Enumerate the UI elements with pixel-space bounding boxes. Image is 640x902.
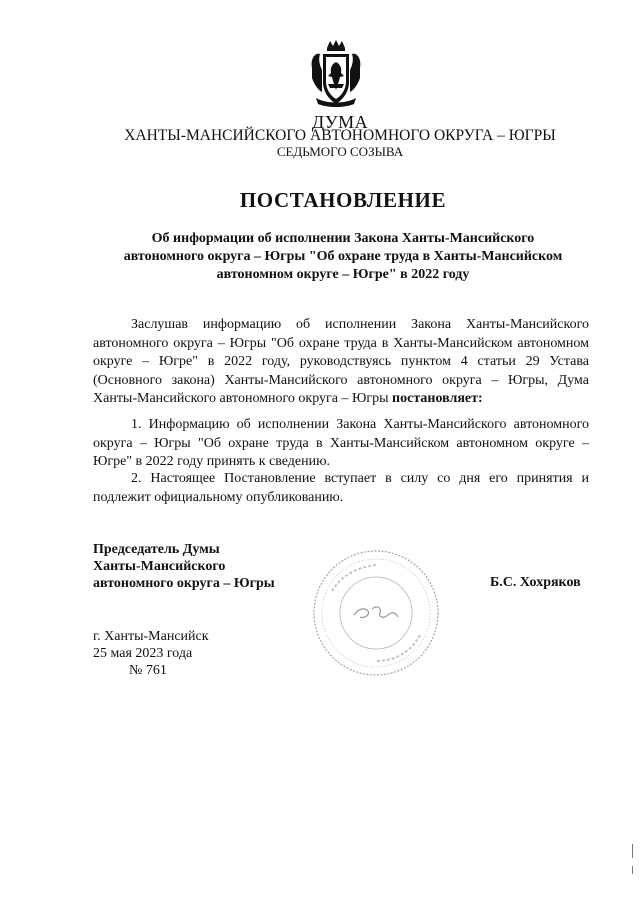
preamble-text: Заслушав информацию об исполнении Закона Ханты-Мансийского автономного округа – Югры "Об охране труда в Ханты-Мансийском автономном округе – Югре" в 2022 году, руководствуясь пунктом 4 статьи 29 Устава (Основного закона) Ханты-Мансийского автономного округа – Югры, Дума Ханты-Мансийского автономного округа – Югры	[93, 317, 589, 407]
preamble-paragraph	[93, 316, 589, 409]
document-type-heading: ПОСТАНОВЛЕНИЕ	[239, 188, 447, 212]
item-2-paragraph: 2. Настоящее Постановление вступает в силу со дня его принятия и подлежит официальному опубликованию.	[93, 471, 589, 505]
item-1-paragraph: 1. Информацию об исполнении Закона Ханты-Мансийского автономного округа – Югры "Об охране труда в Ханты-Мансийском автономном округе – Югре" в 2022 году принять к сведению.	[93, 417, 589, 470]
official-seal-stamp	[306, 543, 446, 683]
region-title: ХАНТЫ-МАНСИЙСКОГО АВТОНОМНОГО ОКРУГА – ЮГРЫ	[124, 127, 556, 144]
decree-word: постановляет:	[392, 391, 483, 407]
place-date-block	[93, 628, 209, 679]
city: г. Ханты-Мансийск	[93, 629, 209, 644]
date: 25 мая 2023 года	[93, 646, 193, 661]
convocation-title: СЕДЬМОГО СОЗЫВА	[276, 144, 404, 159]
scan-edge-mark	[632, 866, 633, 874]
signatory-title-line-3: автономного округа – Югры	[93, 576, 275, 591]
coat-of-arms-icon	[308, 38, 364, 110]
document-number: № 761	[129, 663, 167, 678]
scan-edge-mark	[632, 844, 633, 858]
signatory-title	[93, 541, 275, 592]
document-subject: Об информации об исполнении Закона Ханты-Мансийского автономного округа – Югры "Об охране труда в Ханты-Мансийском автономном округе – Югре" в 2022 году	[123, 231, 563, 282]
duma-title: ДУМА	[311, 112, 369, 132]
signatory-name: Б.С. Хохряков	[490, 575, 581, 590]
signatory-title-line-1: Председатель Думы	[93, 542, 220, 557]
signatory-title-line-2: Ханты-Мансийского	[93, 559, 226, 574]
